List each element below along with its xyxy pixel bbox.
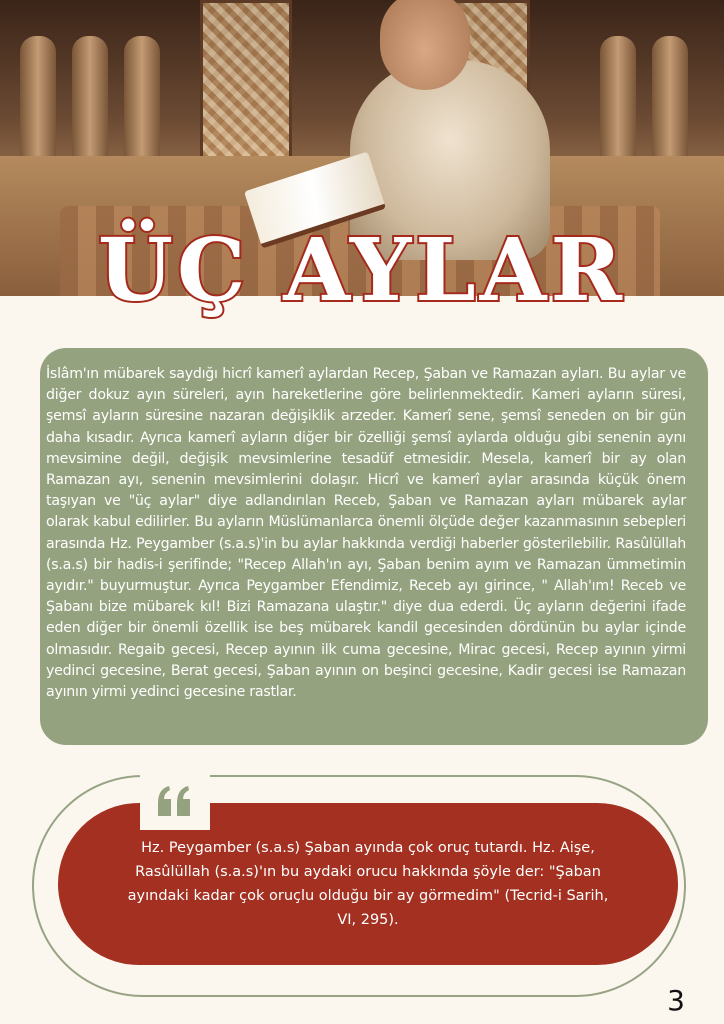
- boy-head: [380, 0, 470, 90]
- body-text-box: [40, 348, 708, 745]
- mosque-window: [200, 0, 292, 170]
- page-number: 3: [667, 984, 685, 1017]
- quote-mark-icon: [140, 772, 210, 830]
- quote-text: Hz. Peygamber (s.a.s) Şaban ayında çok oruç tutardı. Hz. Aişe, Rasûlüllah (s.a.s)'ın bu aydaki orucu hakkında şöyle der: "Şaban ayındaki kadar çok oruçlu olduğu bir ay görmedim" (Tecrid-i Sarih, VI, 295).: [127, 840, 609, 928]
- body-paragraph: İslâm'ın mübarek saydığı hicrî kamerî aylardan Recep, Şaban ve Ramazan ayları. Bu aylar ve diğer dokuz ayın süreleri, ayın hareketlerine göre belirlenmektedir. Kameri ayların süresi, şemsî ayların süresine nazaran değişiklik arzeder. Kamerî sene, şemsî seneden on bir gün daha kısadır. Ayrıca kamerî ayların diğer bir özelliği şemsî aylarda olduğu gibi senenin aynı mevsimine değil, değişik mevsimlerine tesadüf etmesidir. Mesela, kamerî bir ay olan Ramazan ayı, senenin mevsimlerini dolaşır. Hicrî ve kamerî aylar arasında küçük önem taşıyan ve "üç aylar" diye adlandırılan Receb, Şaban ve Ramazan ayları mübarek aylar olarak kabul edilirler. Bu ayların Müslümanlarca önemli ölçüde değer kazanmasının sebepleri arasında Hz. Peygamber (s.a.s)'in bu aylar hakkında verdiği haberler gösterilebilir. Rasûlüllah (s.a.s) bir hadis-i şerifinde; "Recep Allah'ın ayı, Şaban benim ayım ve Ramazan ümmetimin ayıdır." buyurmuştur. Ayrıca Peygamber Efendimiz, Receb ayı girince, " Allah'ım! Receb ve Şabanı bize mübarek kıl! Bizi Ramazana ulaştır." diye dua ederdi. Üç ayların değerini ifade eden diğer bir önemli özellik ise beş mübarek kandil gecesinden dördünün bu aylar içinde olmasıdır. Regaib gecesi, Recep ayının ilk cuma gecesine, Mirac gecesi, Recep ayının yirmi yedinci gecesine, Berat gecesi, Şaban ayının on beşinci gecesine, Kadir gecesi ise Ramazan ayının yirmi yedinci gecesine rastlar.: [46, 366, 686, 701]
- page-title: ÜÇ AYLAR: [98, 220, 626, 321]
